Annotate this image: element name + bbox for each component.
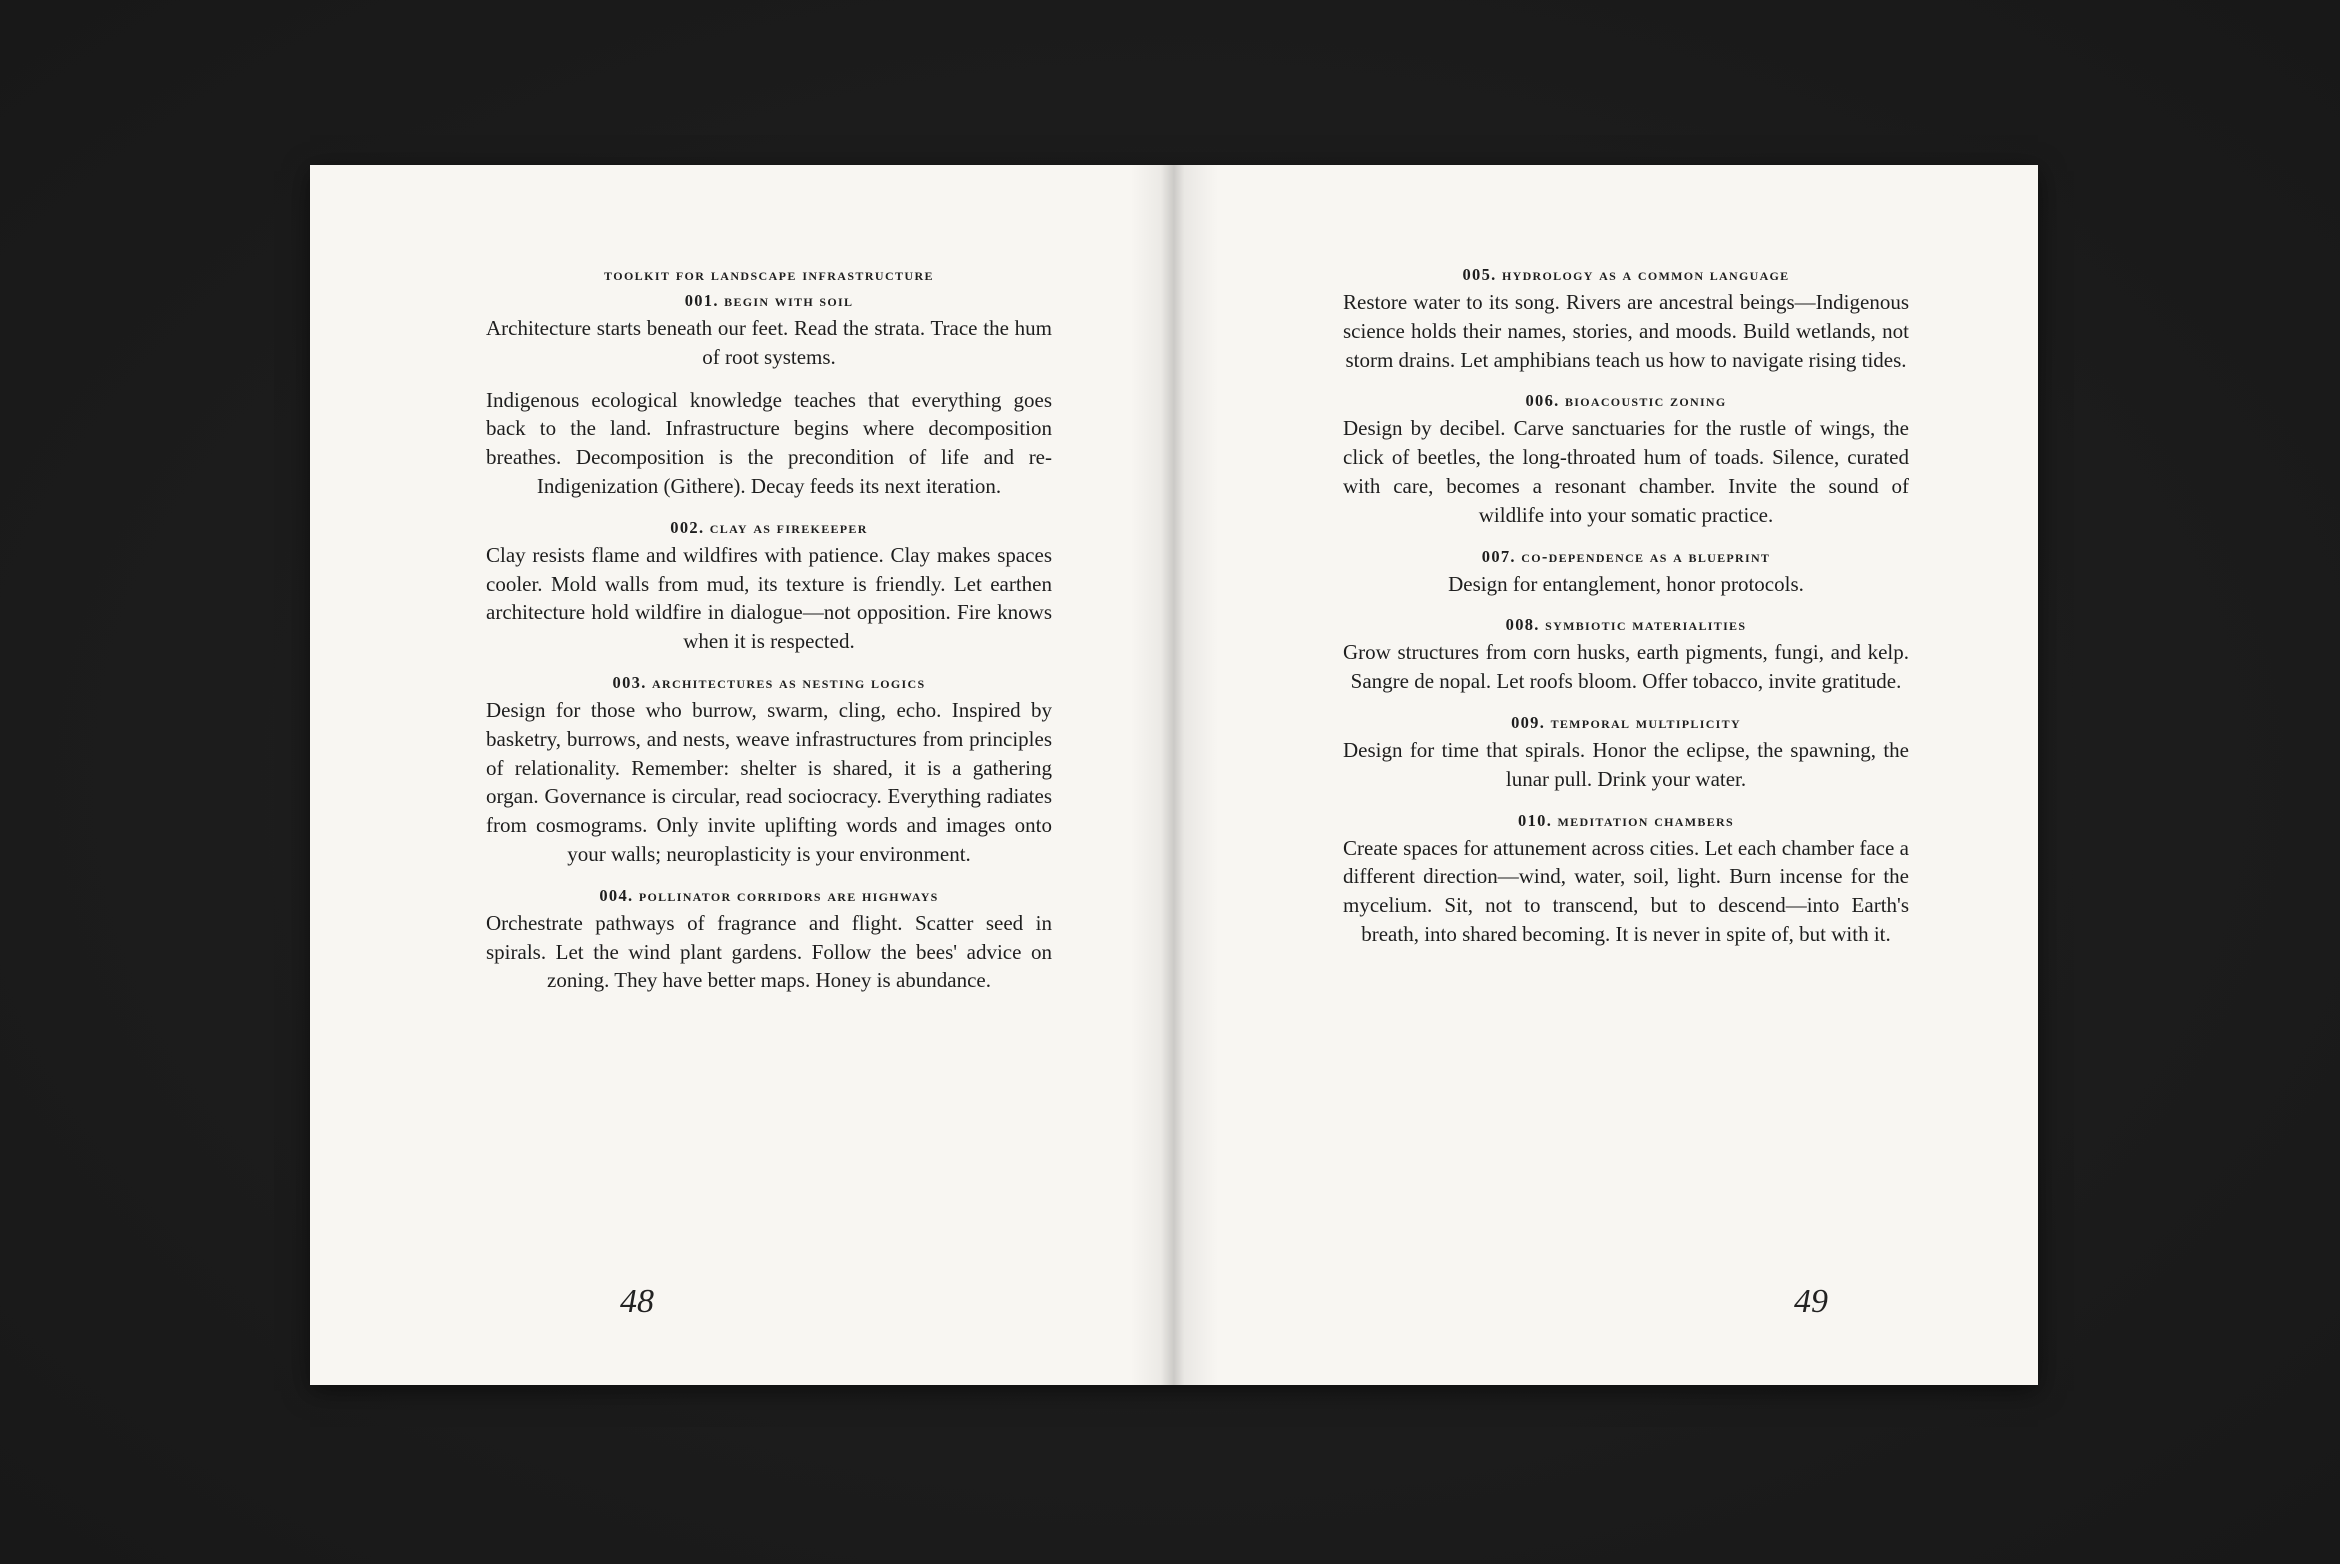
section-006 (1343, 388, 1909, 529)
section-title: 009. temporal multiplicity (1511, 712, 1741, 732)
section-title: 007. co-dependence as a blueprint (1481, 546, 1771, 566)
section-005 (1343, 262, 1909, 374)
section-title: 001. begin with soil (684, 291, 854, 310)
paragraph: Design for those who burrow, swarm, cling, echo. Inspired by basketry, burrows, and nests, weave infrastructures from principles of relationality. Remember: shelter is shared, it is a gathering organ. Governance is circular, read sociocracy. Everything radiates from cosmograms. Only invite uplifting words and images onto your walls; neuroplasticity is your environment. (486, 697, 1052, 866)
paragraph: Create spaces for attunement across cities. Let each chamber face a different direction—wind, water, soil, light. Burn incense for the mycelium. Sit, not to transcend, but to descend—into Earth's breath, into shared becoming. It is never in spite of, but with it. (1343, 835, 1909, 946)
section-title: 008. symbiotic materialities (1505, 615, 1747, 635)
open-book-spread (310, 165, 2038, 1385)
paragraph: Restore water to its song. Rivers are ancestral beings—Indigenous science holds their names, stories, and moods. Build wetlands, not storm drains. Let amphibians teach us how to navigate rising tides. (1343, 290, 1909, 372)
right-text-column (1343, 262, 1909, 963)
section-004 (486, 883, 1052, 995)
section-003 (486, 670, 1052, 869)
section-002 (486, 515, 1052, 656)
section-007 (1343, 544, 1909, 599)
page-number-right: 49 (1794, 1283, 1828, 1320)
paragraph: Grow structures from corn husks, earth pigments, fungi, and kelp. Sangre de nopal. Let roofs bloom. Offer tobacco, invite gratitude. (1343, 640, 1909, 694)
section-title: 002. clay as firekeeper (670, 517, 868, 537)
section-009 (1343, 710, 1909, 794)
paragraph: Clay resists flame and wildfires with patience. Clay makes spaces cooler. Mold walls from mud, its texture is friendly. Let earthen architecture hold wildfire in dialogue—not opposition. Fire knows when it is respected. (486, 542, 1052, 654)
page-number-left: 48 (620, 1283, 654, 1320)
right-page (1174, 165, 2038, 1385)
section-title: 010. meditation chambers (1518, 810, 1734, 830)
section-title: 005. hydrology as a common language (1462, 265, 1790, 284)
section-title: 003. architectures as nesting logics (612, 672, 926, 692)
paragraph: Indigenous ecological knowledge teaches that everything goes back to the land. Infrastructure begins where decomposition breathes. Decomposition is the precondition of life and re-Indigenization (Githere). Decay feeds its next iteration. (486, 387, 1052, 498)
paragraph: Orchestrate pathways of fragrance and flight. Scatter seed in spirals. Let the wind plant gardens. Follow the bees' advice on zoning. They have better maps. Honey is abundance. (486, 910, 1052, 993)
paragraph: Design by decibel. Carve sanctuaries for the rustle of wings, the click of beetles, the long-throated hum of toads. Silence, curated with care, becomes a resonant chamber. Invite the sound of wildlife into your somatic practice. (1343, 416, 1909, 527)
paragraph: Design for entanglement, honor protocols. (1448, 571, 1804, 596)
paragraph: Architecture starts beneath our feet. Read the strata. Trace the hum of root systems. (486, 316, 1052, 369)
section-008 (1343, 612, 1909, 696)
section-001 (486, 288, 1052, 501)
paragraph: Design for time that spirals. Honor the eclipse, the spawning, the lunar pull. Drink your water. (1343, 737, 1909, 791)
running-head: toolkit for landscape infrastructure (604, 265, 934, 284)
left-text-column (486, 262, 1052, 1009)
section-010 (1343, 808, 1909, 949)
section-title: 004. pollinator corridors are highways (599, 885, 939, 905)
left-page (310, 165, 1174, 1385)
section-title: 006. bioacoustic zoning (1525, 391, 1727, 411)
